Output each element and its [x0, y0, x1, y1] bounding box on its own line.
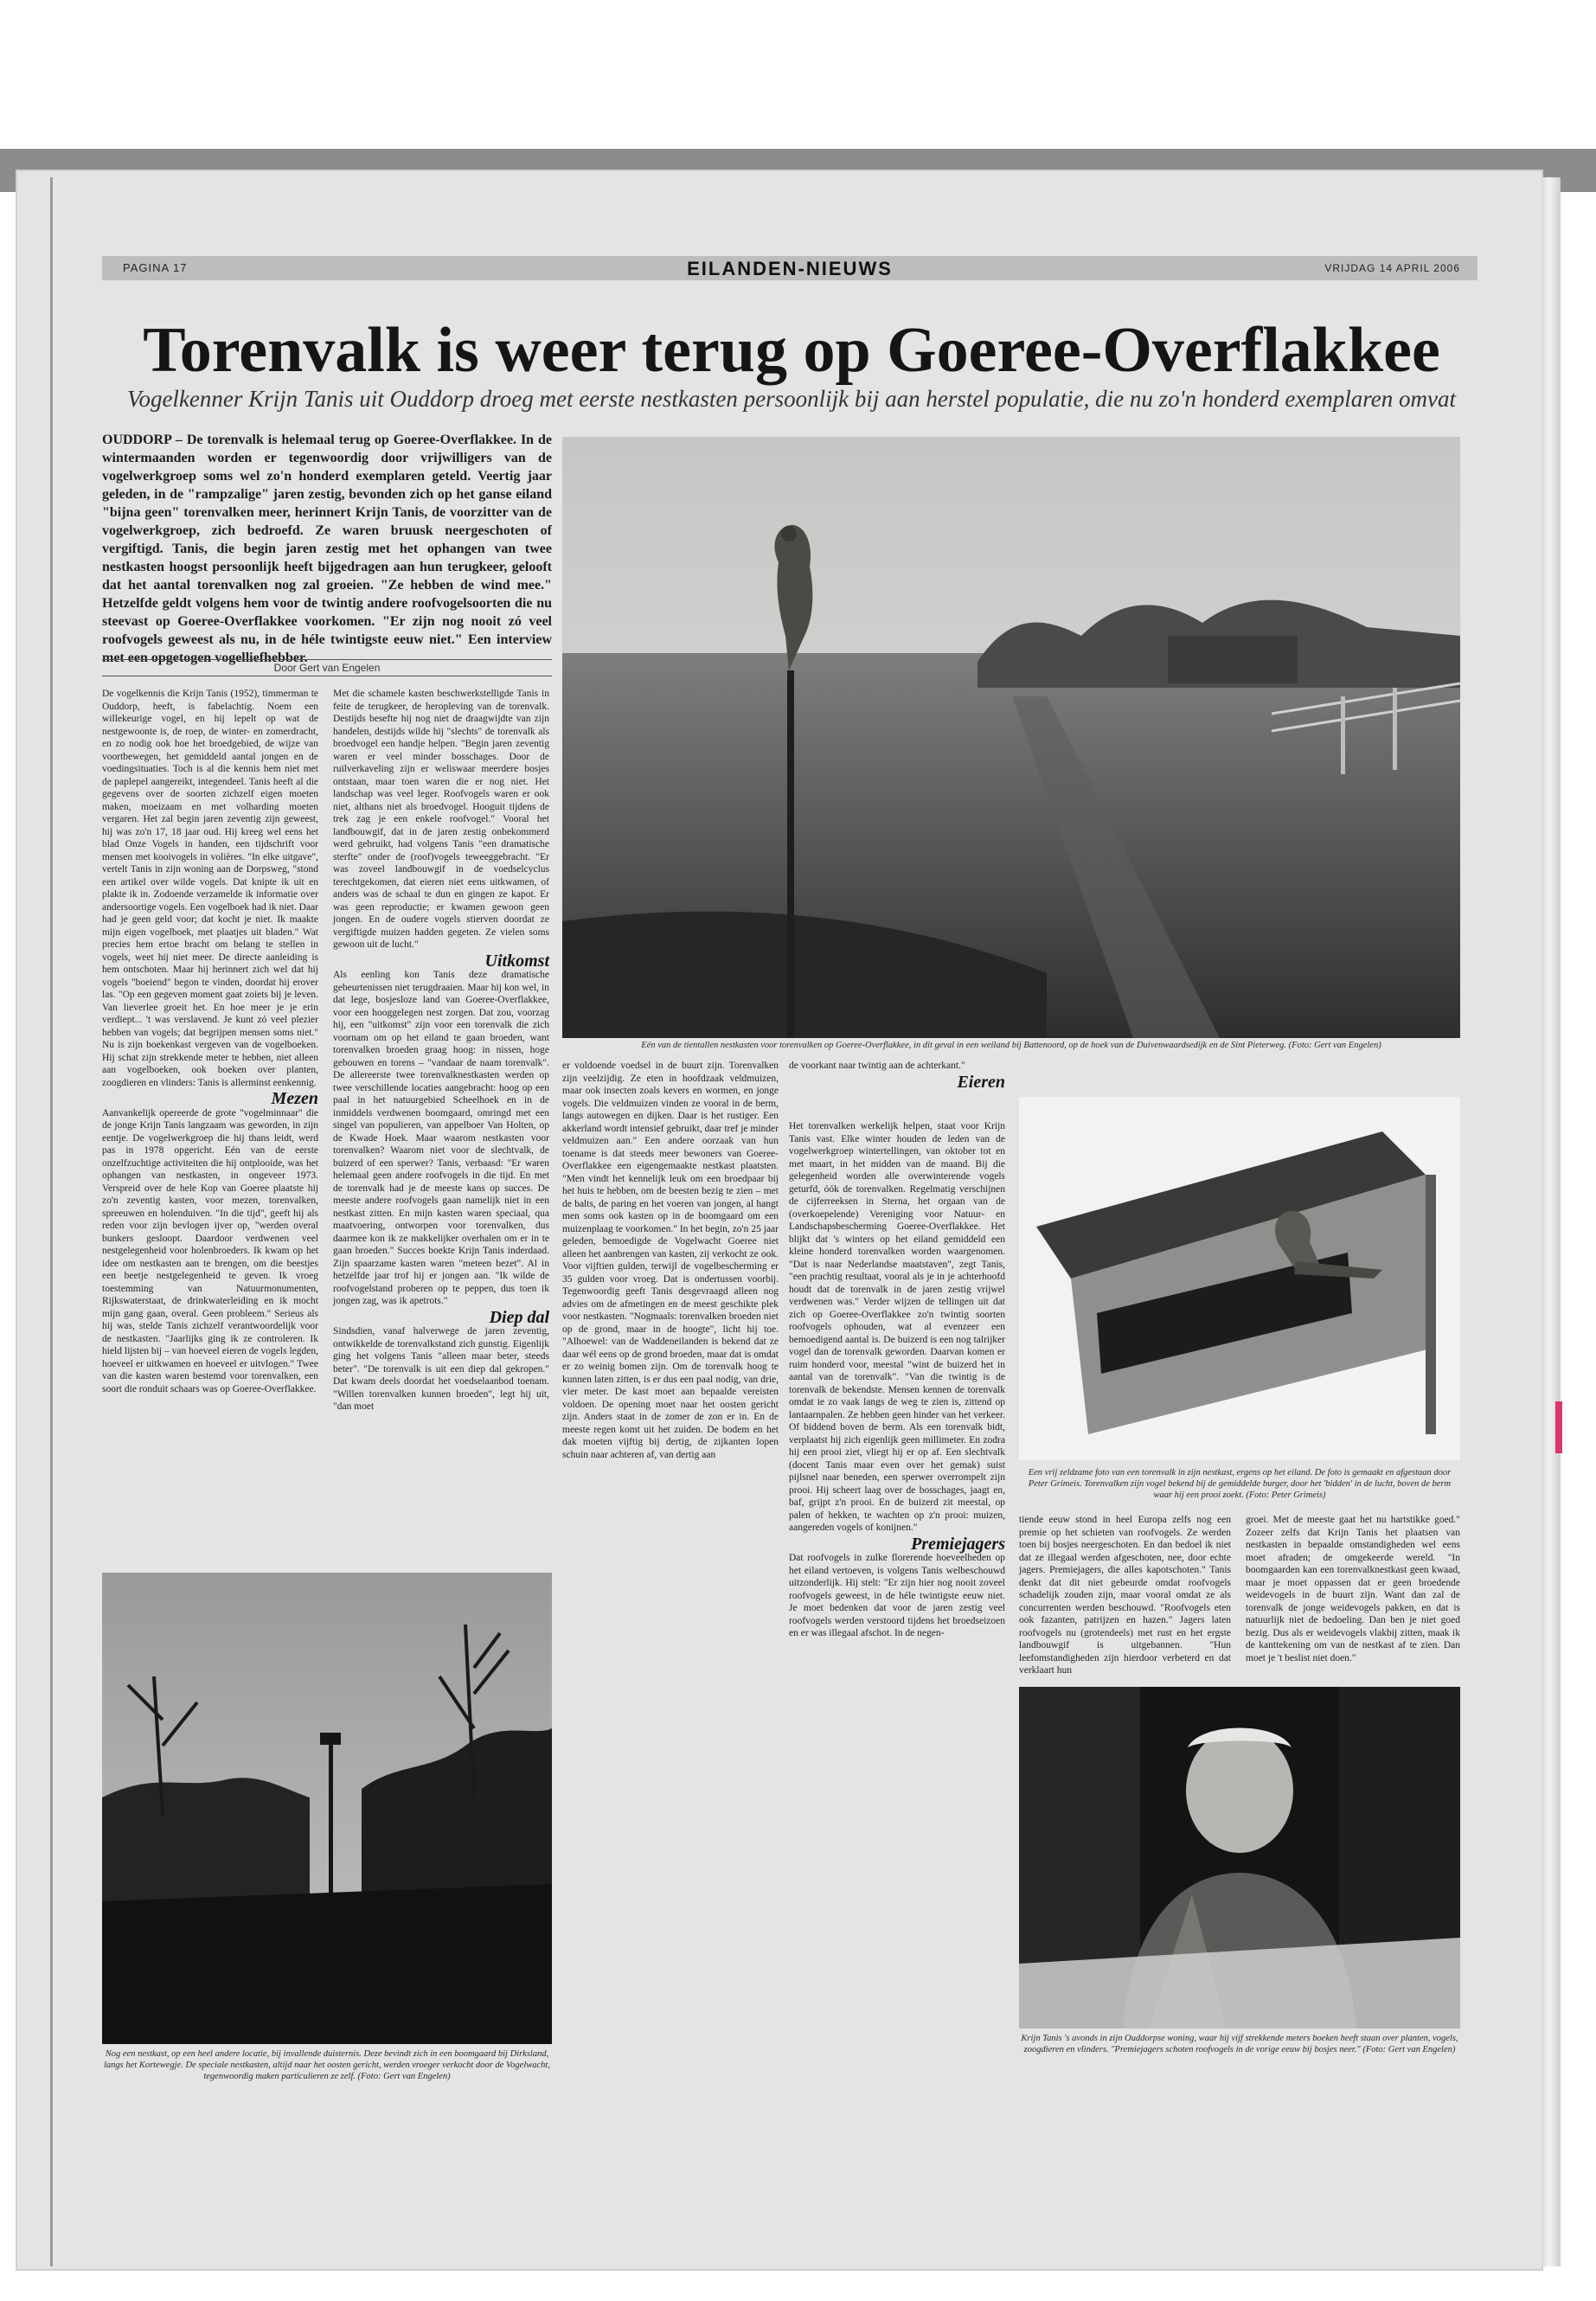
body-text: Sindsdien, vanaf halverwege de jaren zeventig, ontwikkelde de torenvalkstand zich gunstig. Eigenlijk ging het volgens Tanis "alleen maar beter, steeds beter". "De torenvalk is uit een diep dal gekropen." Dat kwam deels doordat het voedselaanbod toenam. "Willen torenvalken kunnen broeden", legt hij uit, "dan moet: [333, 1326, 549, 1412]
portrait-photo-image: [1019, 1687, 1460, 2029]
field-photo-image: [562, 437, 1460, 1038]
body-text: Aanvankelijk opereerde de grote "vogelminnaar" die de jonge Krijn Tanis langzaam was geworden, in zijn eentje. De vogelwerkgroep die hij thans leidt, werd pas in 1978 opgericht. Eén van de eerste onzelfzuchtige activiteiten die hij ontplooide, was het ophangen van nestkasten, in ongeveer 1973. Verspreid over de hele Kop van Goeree plaatste hij zo'n zeventig kasten, voor mezen, torenvalken, spreeuwen en holenduiven. "In die tijd", geeft hij als reden voor zijn bevlogen ijver op, "werden overal bunkers gesloopt. Daardoor verdwenen veel nestgelegenheid voor holenbroeders. Ik kwam op het idee om nestkasten aan te brengen, om die beestjes een beetje nestgelegenheid te geven. Ik vroeg toestemming van Natuurmonumenten, Rijkswaterstaat, de drinkwaterleiding en ik mocht mijn gang gaan, overal. Geen probleem." Serieus als hij was, stelde Tanis zichzelf verantwoordelijk voor de nestkasten. "Jaarlijks ging ik ze controleren. Ik hield lijsten bij – van hoeveel eieren de vogels legden, hoeveel er uitkwamen en hoeveel er uitvlogen." Twee van die kasten waren bestemd voor torenvalken, een soort die ronduit schaars was op Goeree-Overflakkee.: [102, 1107, 318, 1394]
intertitle-mezen: Mezen: [271, 1089, 318, 1108]
photo-kestrel-field: [562, 437, 1460, 1038]
nestbox-photo-image: [1019, 1097, 1460, 1460]
body-text: de voorkant naar twintig aan de achterkant.": [789, 1061, 965, 1071]
caption-field-photo: Eén van de tientallen nestkasten voor torenvalken op Goeree-Overflakkee, in dit geval in een weiland bij Battenoord, op de hoek van de Duivenwaardsedijk en de Sint Pieterweg. (Foto: Gert van Engelen): [641, 1041, 1381, 1050]
night-photo-image: [102, 1573, 552, 2044]
body-text: Het torenvalken werkelijk helpen, staat voor Krijn Tanis vast. Elke winter houden de leden van de vogelwerkgroep wintertellingen, van oktober tot en met maart, in het midden van de maand. Bij die gelegenheid worden alle overwinterende vogels geturfd, óók de torenvalken. Regelmatig verschijnen de cijferreeksen in Sterna, het orgaan van de (overkoepelende) Vereniging voor Natuur- en Landschapsbescherming Goeree-Overflakkee. Het blijkt dat 's winters op het eiland gemiddeld een kleine honderd torenvalken worden waargenomen. "Dat is naar Nederlandse maatstaven", zegt Tanis, "een prachtig resultaat, vooral als je in je achterhoofd houdt dat de torenvalk in de jaren zestig vrijwel verdwenen was." Verder wijzen de tellingen uit dat zich op Goeree-Overflakkee zo'n twintig soorten roofvogels ophouden, wat al evenzeer een bemoedigend aantal is. De buizerd is een nog talrijker vogel dan de torenvalk geworden. Daarvan komen er ruim honderd voor, meestal "wint de buizerd het in aantal van de torenvalk". "Van die twintig is de torenvalk de bekendste. Mensen kennen de torenvalk omdat ie zo vaak langs de weg te zien is, zittend op lantaarnpalen. Ze hebben geen hinder van het verkeer. Of biddend boven de berm. Als een torenvalk bidt, verplaatst hij zich eigenlijk geen millimeter. En zodra hij een prooi ziet, vliegt hij er op af. Een slechtvalk (docent Tanis maar even over het gemak) suist pijlsnel naar beneden, een sperwer overrompelt zijn prooi. Hij scheert laag over de bosschages, jaagt en, baf, grijpt z'n prooi. En de buizerd zit meestal, op palen of hekken, te wachten op z'n prooi: muizen, aangereden vogels of konijnen.": [789, 1121, 1005, 1533]
intertitle-premiejagers: Premiejagers: [911, 1534, 1005, 1554]
intertitle-eieren: Eieren: [957, 1072, 1005, 1092]
photo-portrait: [1019, 1687, 1460, 2029]
page-number: PAGINA 17: [123, 261, 188, 274]
text-column-3: [562, 1060, 779, 2063]
body-text: er voldoende voedsel in de buurt zijn. Torenvalken zijn veelzijdig. Ze eten in hoofdzaak veldmuizen, maar ook insecten zoals kevers en wormen, en jonge vogels. Die veldmuizen vinden ze vooral in de berm, langs autowegen en dijken. Daar is het rustiger. Een akkerland wordt intensief gebruikt, daar tref je minder veldmuizen aan." Een andere oorzaak van hun toename is dat steeds meer bewoners van Goeree-Overflakkee een eigengemaakte nestkast plaatsten. "Men vindt het kennelijk leuk om een broedpaar bij het huis te hebben, om de beesten bezig te zien – met de balts, de paring en het voeren van jongen, al hangt men soms ook kasten op in de boomgaard om een muizenplaag te voorkomen." In het begin, zo'n 25 jaar geleden, bemoedigde de Vogelwacht Goeree niet alleen het aanbrengen van kasten, zij verkocht ze ook. Voor vijftien gulden, terwijl de vogelbescherming er 35 gulden voor vroeg. Dat is ondertussen voorbij. Tegenwoordig geeft Tanis desgevraagd alleen nog advies om de afmetingen en de meest geschikte plek voor nestkasten. "Nogmaals: torenvalken broeden niet op de grond, maar in de hoogte", licht hij toe. "Alhoewel: van de Waddeneilanden is bekend dat ze daar wél eens op de grond broeden, maar dat is omdat er zo weinig bomen zijn. Om de torenvalk hoog te kunnen laten zitten, is er dus een paal nodig, van drie, vier meter. De kast moet aan bepaalde vereisten voldoen. De opening moet naar het oosten gericht zijn. Anders staat in de zomer de zon er in. En de meeste regen komt uit het zuiden. De bodem en het dak moeten vijftig bij dertig, de zijkanten lopen schuin naar achteren af, van dertig aan: [562, 1061, 779, 1460]
fold-line: [50, 177, 53, 2266]
body-text: Met die schamele kasten beschwerkstelligde Tanis in feite de terugkeer, de heropleving van de torenvalk. Destijds besefte hij nog niet de draagwijdte van zijn handelen, destijds wilde hij "slechts" de torenvalk als broedvogel een handje helpen. "Begin jaren zeventig waren er veel minder bosschages. Door de ruilverkaveling zijn er weliswaar meerdere bosjes ontstaan, maar toen waren die er nog niet. Het landschap was veel leger. Roofvogels waren er ook niet, althans niet als broedvogel. Hooguit tijdens de trek zag je een enkele roofvogel." Vooral het landbouwgif, dat in de jaren zestig onbekommerd werd gebruikt, had volgens Tanis "een dramatische sterfte" onder de (roof)vogels teweeggebracht. "Er was zoveel landbouwgif in de voedselcyclus terechtgekomen, dat eieren niet eens uitkwamen, of anders was de schaal te dun en gingen ze kapot. Er was geen reproductie; er kwamen gewoon geen jongen. En de oudere vogels stierven doordat ze vergiftigde muizen hadden gegeten. Ze vielen soms gewoon uit de lucht.": [333, 689, 549, 950]
lead-paragraph: OUDDORP – De torenvalk is helemaal terug op Goeree-Overflakkee. In de wintermaanden worden er tegenwoordig door vrijwilligers van de vogelwerkgroep soms wel zo'n honderd exemplaren geteld. Veertig jaar geleden, in de "rampzalige" jaren zestig, bevonden zich op het ganse eiland "bijna geen" torenvalken meer, herinnert Krijn Tanis, de voorzitter van de vogelwerkgroep, zich bedroefd. Ze waren bruusk neergeschoten of vergiftigd. Tanis, die begin jaren zestig met het ophangen van twee nestkasten hoogst persoonlijk heeft bijgedragen aan hun terugkeer, gelooft dat het aantal torenvalken nog zal groeien. "Ze hebben de wind mee." Hetzelfde geldt volgens hem voor de twintig andere roofvogelsoorten die nu steevast op Goeree-Overflakkee voorkomen. "Er zijn nog nooit zó veel roofvogels geweest als nu, in de héle twintigste eeuw niet." Een interview met een opgetogen vogelliefhebber.: [102, 433, 552, 665]
body-text: De vogelkennis die Krijn Tanis (1952), timmerman te Ouddorp, heeft, is fabelachtig. Noem een willekeurige vogel, en hij lepelt op wat de nestgewoonte is, de roep, de winter- en zomerdracht, en zo nodig ook hoe het broedgebied, de wijze van voortbewegen, het gemiddeld aantal jongen en de voedingsituaties. Toch is al die kennis hem niet met de paplepel aangereikt, integendeel. Tanis heeft al die gegevens over de soorten zichzelf eigen moeten maken, moeizaam en met volharding moeten vergaren. Het zal begin jaren zeventig zijn geweest, hij was zo'n 17, 18 jaar oud. Hij kreeg wel eens het blad Onze Vogels in handen, een tijdschrift voor mensen met kooivogels in volières. "In elke uitgave", vertelt Tanis in zijn woning aan de Dorpsweg, "stond een artikel over wilde vogels. Dat knipte ik uit en plakte ik in. Zodoende verzamelde ik informatie over andersoortige vogels. Een vogelboek had ik niet. Daar had je geen geld voor; dat kocht je niet. Ik maakte mijn eigen vogelboek, met plaatjes uit bladen." Wat precies hem ertoe bracht om belang te stellen in vogels, weet hij niet meer. De directe aanleiding is hem ontschoten. Maar hij herinnert zich wel dat hij vogels "boeiend" begon te vinden, doordat hij erover las. "Op een gegeven moment gaat zoiets bij je leven. Van lieverlee groeit het. En hoe meer je je erin verdiept... 't was verslavend. Je kunt zó veel plezier hebben van vogels; dat begrijpen mensen soms niet." Nu is zijn boekenkast vergeven van de vogelboeken. Hij schat zijn strekkende meter te hebben, niet alleen aan vogelboeken, ook boeken over planten, zoogdieren en vlinders: Tanis is allerminst eenkennig.: [102, 689, 318, 1088]
intertitle-diep-dal: Diep dal: [489, 1307, 549, 1327]
text-column-4-top: [789, 1060, 1005, 1112]
body-text: groei. Met de meeste gaat het nu hartstikke goed." Zozeer zelfs dat Krijn Tanis het plaatsen van nestkasten in bepaalde omstandigheden wel eens moet afraden; de omgekeerde wereld. "In boomgaarden kan een torenvalknestkast geen kwaad, maar je moet oppassen dat er geen broedende weidevogels in de buurt zijn. Want dan zal de torenvalk de jonge weidevogels pakken, en dat is natuurlijk niet de bedoeling. Dan ben je niet goed bezig. Dus als er weidevogels vlakbij zitten, maak ik de kanttekening om van de nestkast af te zien. Dan moet je 't beslist niet doen.": [1246, 1515, 1460, 1663]
caption-portrait: Krijn Tanis 's avonds in zijn Ouddorpse woning, waar hij vijf strekkende meters boeken heeft staan over planten, vogels, zoogdieren en vlinders. "Premiejagers schoten roofvogels in de vorige eeuw bij bosjes neer." (Foto: Gert van Engelen): [1021, 2034, 1458, 2054]
text-column-4: [789, 1120, 1005, 2063]
text-column-5: [1019, 1514, 1231, 1676]
paper-name: EILANDEN-NIEUWS: [687, 258, 893, 279]
subheadline: Vogelkenner Krijn Tanis uit Ouddorp droeg met eerste nestkasten persoonlijk bij aan herstel populatie, die nu zo'n honderd exemplaren omvat: [126, 386, 1457, 412]
caption-night-photo: Nog een nestkast, op een heel andere locatie, bij invallende duisternis. Deze bevindt zich in een boomgaard bij Dirksland, langs het Kortewegje. De speciale nestkasten, altijd naar het oosten gericht, werden vroeger verkocht door de Vogelwacht, tegenwoordig maken particulieren ze zelf. (Foto: Gert van Engelen): [104, 2049, 550, 2081]
body-text: Dat roofvogels in zulke florerende hoeveelheden op het eiland vertoeven, is volgens Tanis welbeschouwd uitzonderlijk. Hij stelt: "Er zijn hier nog nooit zoveel roofvogels geweest, in de héle twintigste eeuw niet. Je moet bedenken dat voor de jaren zestig veel roofvogels werden verstoord tijdens het broedseizoen en er was illegaal afschot. In de negen-: [789, 1553, 1005, 1638]
caption-nestbox: Een vrij zeldzame foto van een torenvalk in zijn nestkast, ergens op het eiland. De foto is gemaakt en afgestaan door Peter Grimeis. Torenvalken zijn vogel bekend bij de gemiddelde burger, door het 'bidden' in de lucht, boven de berm waar hij een prooi zoekt. (Foto: Peter Grimeis): [1028, 1468, 1452, 1500]
photo-nestbox: [1019, 1097, 1460, 1460]
body-text: Als eenling kon Tanis deze dramatische gebeurtenissen niet terugdraaien. Maar hij kon wel, in dat lege, bosjesloze land van Goeree-Overflakkee, voor een hooggelegen nest zorgen. Dat zou, voorzag hij, een "uitkomst" zijn voor een torenvalk die zich voornam om op het eiland te gaan broeden, want torenvalken broeden graag hoog: in nissen, hoge gebouwen en torens – "vandaar de naam torenvalk". De allereerste twee torenvalknestkasten werden op twee verschillende locaties aangebracht: hoog op een paal in het natuurgebied Scheelhoek en in de inmiddels verdwenen boomgaard, omringd met een singel van populieren, van appelboer Van Holten, op de Kwade Hoek. Maar waarom nestkasten voor torenvalken? Waarom niet voor de slechtvalk, de buizerd of een sperwer? Tanis, verbaasd: "Er waren helemaal geen andere roofvogels in die tijd. En met de torenvalk had je de meeste kans op succes. De meeste andere roofvogels gaan namelijk niet in een nestkast zitten. En mijn kasten waren speciaal, qua maatvoering, ontworpen voor torenvalken, dus daarmee kon ik ze makkelijker overhalen om er in te gaan broeden." Succes boekte Krijn Tanis inderdaad. Zijn spaarzame kasten waren "meteen bezet". Al in hetzelfde jaar trof hij er jongen aan. "Ik wilde de roofvogelstand proberen op te peppen, dus toen ik jongen zag, was ik apetrots.": [333, 970, 549, 1306]
body-text: tiende eeuw stond in heel Europa zelfs nog een premie op het schieten van roofvogels. Ze werden toen bij bosjes neergeschoten. En dan bedoel ik niet dat ze illegaal werden afgeschoten, nee, door echte jagers. Premiejagers, die alles kapotschoten." Tanis denkt dat dit niet gebeurde omdat roofvogels schadelijk zouden zijn, maar vooral omdat ze als concurrenten werden beschouwd. "Roofvogels eten ook fazanten, patrijzen en hazen." Jagers laten roofvogels nu (grotendeels) met rust en het ergste landbouwgif is uitgebannen. "Hun leefomstandigheden zijn hierdoor verbeterd en dat verklaart hun: [1019, 1515, 1231, 1676]
issue-date: VRIJDAG 14 APRIL 2006: [1324, 262, 1460, 274]
byline: Door Gert van Engelen: [102, 659, 552, 676]
photo-night-nestbox: [102, 1573, 552, 2044]
intertitle-uitkomst: Uitkomst: [484, 951, 549, 971]
masthead-bar: [102, 256, 1477, 280]
page-edge: [1542, 177, 1561, 2266]
headline: Torenvalk is weer terug op Goeree-Overflakkee: [143, 315, 1440, 386]
color-marker: [1555, 1401, 1562, 1453]
text-column-6: [1246, 1514, 1460, 1663]
